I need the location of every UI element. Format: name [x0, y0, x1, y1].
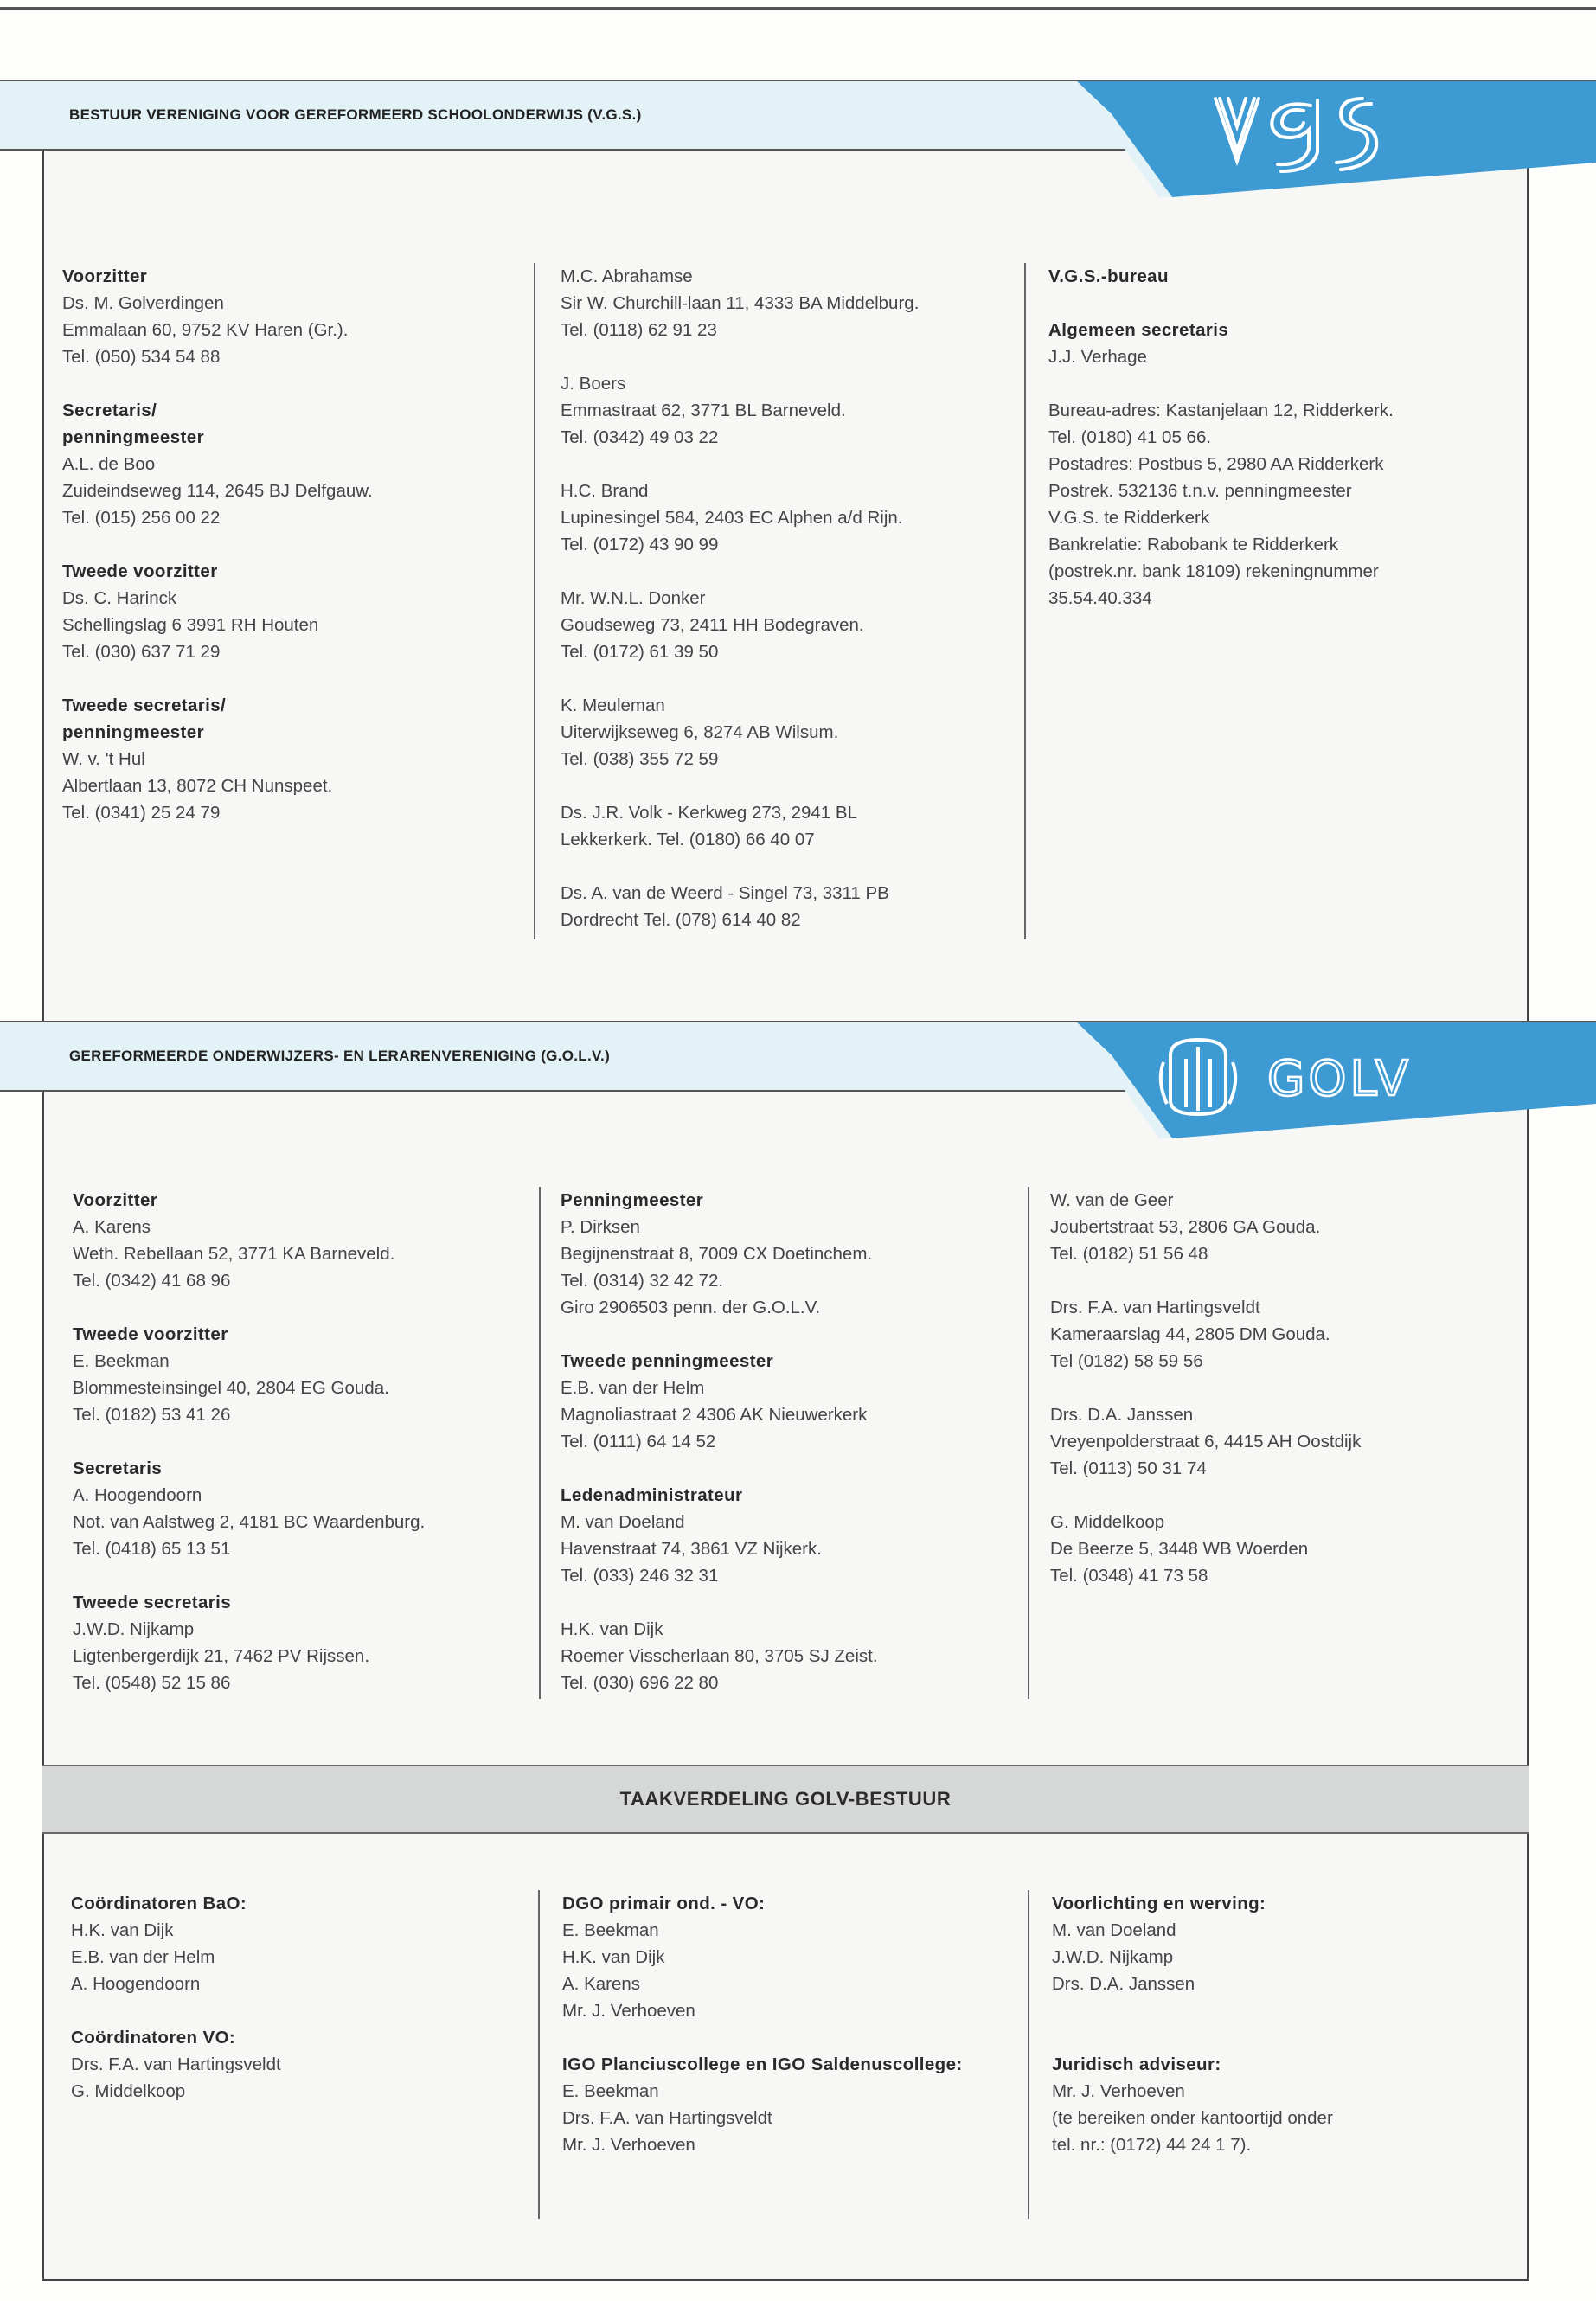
- contact-line: Lupinesingel 584, 2403 EC Alphen a/d Rijn.: [561, 508, 903, 528]
- task-member: A. Hoogendoorn: [71, 1974, 201, 1994]
- contact-line: Emmastraat 62, 3771 BL Barneveld.: [561, 401, 846, 420]
- taak-column-1: [71, 1890, 521, 2131]
- taak-column-2: [562, 1890, 1029, 2185]
- vgs-logo: [1077, 80, 1596, 197]
- vgs-section-title: BESTUUR VERENIGING VOOR GEREFORMEERD SCHOOLONDERWIJS (V.G.S.): [69, 106, 642, 123]
- column-divider: [538, 1890, 540, 2219]
- contact-block: [73, 1321, 522, 1428]
- vgs-column-1: [62, 263, 521, 853]
- task-member: Drs. D.A. Janssen: [1052, 1974, 1195, 1994]
- task-member: Drs. F.A. van Hartingsveldt: [562, 2108, 772, 2128]
- contact-line: Tel. (0182) 53 41 26: [73, 1405, 231, 1425]
- contact-line: Albertlaan 13, 8072 CH Nunspeet.: [62, 776, 333, 796]
- column-divider: [534, 263, 535, 939]
- task-member: A. Karens: [562, 1974, 641, 1994]
- task-member: Drs. F.A. van Hartingsveldt: [71, 2054, 281, 2074]
- contact-line: Not. van Aalstweg 2, 4181 BC Waardenburg.: [73, 1512, 426, 1532]
- contact-line: H.K. van Dijk: [561, 1619, 663, 1639]
- taak-column-3: [1052, 1890, 1510, 2185]
- contact-line: Mr. W.N.L. Donker: [561, 588, 706, 608]
- task-member: G. Middelkoop: [71, 2081, 186, 2101]
- contact-line: Roemer Visscherlaan 80, 3705 SJ Zeist.: [561, 1646, 878, 1666]
- contact-block: [561, 1187, 1010, 1321]
- contact-line: Tel. (0341) 25 24 79: [62, 803, 221, 823]
- vgs-column-3: [1048, 263, 1516, 638]
- task-block: [71, 2024, 521, 2105]
- role-heading: Tweede voorzitter: [73, 1324, 228, 1344]
- contact-line: Sir W. Churchill-laan 11, 4333 BA Middelburg.: [561, 293, 920, 313]
- role-heading: Voorzitter: [62, 266, 148, 286]
- task-member: E. Beekman: [562, 2081, 659, 2101]
- contact-line: K. Meuleman: [561, 695, 665, 715]
- task-member: tel. nr.: (0172) 44 24 1 7).: [1052, 2135, 1252, 2155]
- contact-line: Tel. (0172) 43 90 99: [561, 535, 719, 554]
- contact-block: [1048, 317, 1516, 370]
- contact-line: Tel. (0118) 62 91 23: [561, 320, 717, 340]
- contact-block: [561, 478, 1019, 558]
- contact-line: A.L. de Boo: [62, 454, 156, 474]
- contact-line: Drs. D.A. Janssen: [1050, 1405, 1194, 1425]
- contact-line: P. Dirksen: [561, 1217, 640, 1237]
- role-heading: Tweede voorzitter: [62, 561, 218, 581]
- role-heading: Ledenadministrateur: [561, 1485, 743, 1505]
- contact-block: [561, 692, 1019, 772]
- contact-line: Tel. (0342) 49 03 22: [561, 427, 719, 447]
- contact-block: [73, 1589, 522, 1696]
- contact-line: Begijnenstraat 8, 7009 CX Doetinchem.: [561, 1244, 873, 1264]
- column-divider: [1028, 1890, 1029, 2219]
- task-block: [1052, 1890, 1510, 1997]
- contact-block: [561, 370, 1019, 451]
- contact-line: W. v. 't Hul: [62, 749, 145, 769]
- vgs-header-band: [0, 80, 1596, 151]
- task-member: (te bereiken onder kantoortijd onder: [1052, 2108, 1333, 2128]
- contact-line: J. Boers: [561, 374, 626, 394]
- role-heading: Voorzitter: [73, 1190, 158, 1210]
- task-heading: DGO primair ond. - VO:: [562, 1894, 766, 1913]
- contact-line: 35.54.40.334: [1048, 588, 1152, 608]
- contact-line: Ds. J.R. Volk - Kerkweg 273, 2941 BL: [561, 803, 857, 823]
- contact-line: Uiterwijkseweg 6, 8274 AB Wilsum.: [561, 722, 839, 742]
- contact-line: Tel. (0548) 52 15 86: [73, 1673, 231, 1693]
- contact-line: J.J. Verhage: [1048, 347, 1147, 367]
- contact-line: M.C. Abrahamse: [561, 266, 693, 286]
- task-heading: Coördinatoren BaO:: [71, 1894, 247, 1913]
- contact-block: [62, 558, 521, 665]
- role-heading: Penningmeester: [561, 1190, 704, 1210]
- contact-line: Emmalaan 60, 9752 KV Haren (Gr.).: [62, 320, 349, 340]
- contact-line: Tel. (0342) 41 68 96: [73, 1271, 231, 1291]
- role-heading: Tweede secretaris: [73, 1593, 232, 1612]
- task-member: J.W.D. Nijkamp: [1052, 1947, 1174, 1967]
- contact-block: [62, 397, 521, 531]
- contact-line: Tel. (030) 637 71 29: [62, 642, 221, 662]
- contact-block: [1050, 1187, 1517, 1267]
- contact-block: [1050, 1401, 1517, 1482]
- contact-block: [561, 263, 1019, 343]
- task-member: E. Beekman: [562, 1920, 659, 1940]
- contact-line: Drs. F.A. van Hartingsveldt: [1050, 1298, 1260, 1317]
- contact-line: Vreyenpolderstraat 6, 4415 AH Oostdijk: [1050, 1432, 1362, 1452]
- contact-block: [561, 1348, 1010, 1455]
- golv-column-2: [561, 1187, 1010, 1723]
- taakverdeling-title: TAAKVERDELING GOLV-BESTUUR: [42, 1765, 1529, 1834]
- contact-block: [561, 799, 1019, 853]
- contact-line: Ds. M. Golverdingen: [62, 293, 224, 313]
- contact-line: Dordrecht Tel. (078) 614 40 82: [561, 910, 801, 930]
- golv-logo-text: GOLV: [1267, 1051, 1412, 1107]
- contact-line: A. Karens: [73, 1217, 151, 1237]
- contact-line: Ds. A. van de Weerd - Singel 73, 3311 PB: [561, 883, 889, 903]
- contact-line: Kameraarslag 44, 2805 DM Gouda.: [1050, 1324, 1330, 1344]
- column-divider: [539, 1187, 541, 1699]
- contact-line: E.B. van der Helm: [561, 1378, 705, 1398]
- contact-line: Postadres: Postbus 5, 2980 AA Ridderkerk: [1048, 454, 1384, 474]
- contact-line: Schellingslag 6 3991 RH Houten: [62, 615, 319, 635]
- contact-block: [561, 880, 1019, 933]
- role-heading: Secretaris/ penningmeester: [62, 401, 204, 447]
- golv-header-band: [0, 1021, 1596, 1107]
- task-member: Mr. J. Verhoeven: [1052, 2081, 1185, 2101]
- contact-line: Tel. (0180) 41 05 66.: [1048, 427, 1212, 447]
- contact-block: [62, 692, 521, 826]
- contact-line: De Beerze 5, 3448 WB Woerden: [1050, 1539, 1309, 1559]
- contact-line: Ds. C. Harinck: [62, 588, 177, 608]
- golv-column-3: [1050, 1187, 1517, 1616]
- contact-line: Tel. (0314) 32 42 72.: [561, 1271, 724, 1291]
- role-heading: Tweede secretaris/ penningmeester: [62, 695, 227, 742]
- contact-line: Tel. (038) 355 72 59: [561, 749, 719, 769]
- column-divider: [1024, 263, 1026, 939]
- golv-section-title: GEREFORMEERDE ONDERWIJZERS- EN LERARENVERENIGING (G.O.L.V.): [69, 1048, 611, 1064]
- role-heading: Tweede penningmeester: [561, 1351, 774, 1371]
- contact-line: E. Beekman: [73, 1351, 170, 1371]
- vgs-column-2: [561, 263, 1019, 960]
- contact-line: Tel. (030) 696 22 80: [561, 1673, 719, 1693]
- contact-line: J.W.D. Nijkamp: [73, 1619, 195, 1639]
- contact-line: A. Hoogendoorn: [73, 1485, 202, 1505]
- task-block: [562, 1890, 1029, 2024]
- contact-block: [1050, 1509, 1517, 1589]
- contact-line: Joubertstraat 53, 2806 GA Gouda.: [1050, 1217, 1321, 1237]
- contact-line: Ligtenbergerdijk 21, 7462 PV Rijssen.: [73, 1646, 370, 1666]
- role-heading: V.G.S.-bureau: [1048, 266, 1169, 286]
- contact-line: Goudseweg 73, 2411 HH Bodegraven.: [561, 615, 864, 635]
- contact-line: Postrek. 532136 t.n.v. penningmeester: [1048, 481, 1352, 501]
- task-heading: Coördinatoren VO:: [71, 2028, 236, 2048]
- task-block: [562, 2051, 1029, 2158]
- task-heading: IGO Planciuscollege en IGO Saldenuscollege:: [562, 2054, 963, 2074]
- contact-line: Tel. (0172) 61 39 50: [561, 642, 719, 662]
- role-heading: Algemeen secretaris: [1048, 320, 1229, 340]
- contact-block: [561, 1616, 1010, 1696]
- task-member: Mr. J. Verhoeven: [562, 2135, 695, 2155]
- contact-block: [1048, 397, 1516, 612]
- contact-line: Magnoliastraat 2 4306 AK Nieuwerkerk: [561, 1405, 868, 1425]
- contact-line: G. Middelkoop: [1050, 1512, 1165, 1532]
- top-rule: [0, 7, 1596, 10]
- contact-line: Tel. (050) 534 54 88: [62, 347, 221, 367]
- contact-line: Tel. (0418) 65 13 51: [73, 1539, 231, 1559]
- task-member: E.B. van der Helm: [71, 1947, 215, 1967]
- contact-line: (postrek.nr. bank 18109) rekeningnummer: [1048, 561, 1379, 581]
- task-block: [71, 1890, 521, 1997]
- task-heading: Voorlichting en werving:: [1052, 1894, 1266, 1913]
- contact-line: Tel. (033) 246 32 31: [561, 1566, 719, 1586]
- contact-line: Tel. (0182) 51 56 48: [1050, 1244, 1208, 1264]
- contact-line: Lekkerkerk. Tel. (0180) 66 40 07: [561, 830, 815, 849]
- contact-line: Blommesteinsingel 40, 2804 EG Gouda.: [73, 1378, 389, 1398]
- contact-block: [73, 1455, 522, 1562]
- contact-line: Tel (0182) 58 59 56: [1050, 1351, 1203, 1371]
- contact-block: [62, 263, 521, 370]
- contact-line: Giro 2906503 penn. der G.O.L.V.: [561, 1298, 821, 1317]
- contact-block: [1050, 1294, 1517, 1375]
- contact-block: [1048, 263, 1516, 290]
- contact-block: [561, 1482, 1010, 1589]
- golv-logo: [1077, 1021, 1596, 1138]
- contact-line: Tel. (015) 256 00 22: [62, 508, 221, 528]
- role-heading: Secretaris: [73, 1458, 163, 1478]
- contact-line: Tel. (0348) 41 73 58: [1050, 1566, 1208, 1586]
- contact-line: W. van de Geer: [1050, 1190, 1174, 1210]
- contact-block: [561, 585, 1019, 665]
- contact-block: [73, 1187, 522, 1294]
- task-heading: Juridisch adviseur:: [1052, 2054, 1221, 2074]
- task-member: H.K. van Dijk: [562, 1947, 665, 1967]
- task-member: M. van Doeland: [1052, 1920, 1176, 1940]
- contact-line: Weth. Rebellaan 52, 3771 KA Barneveld.: [73, 1244, 395, 1264]
- contact-line: Tel. (0111) 64 14 52: [561, 1432, 716, 1452]
- contact-line: H.C. Brand: [561, 481, 649, 501]
- contact-line: Zuideindseweg 114, 2645 BJ Delfgauw.: [62, 481, 373, 501]
- contact-line: Havenstraat 74, 3861 VZ Nijkerk.: [561, 1539, 822, 1559]
- contact-line: M. van Doeland: [561, 1512, 685, 1532]
- contact-line: Bureau-adres: Kastanjelaan 12, Ridderkerk.: [1048, 401, 1394, 420]
- contact-line: V.G.S. te Ridderkerk: [1048, 508, 1210, 528]
- task-block: [1052, 2051, 1510, 2158]
- column-divider: [1028, 1187, 1029, 1699]
- contact-line: Bankrelatie: Rabobank te Ridderkerk: [1048, 535, 1339, 554]
- contact-line: Tel. (0113) 50 31 74: [1050, 1458, 1207, 1478]
- task-member: H.K. van Dijk: [71, 1920, 174, 1940]
- golv-column-1: [73, 1187, 522, 1723]
- task-member: Mr. J. Verhoeven: [562, 2001, 695, 2021]
